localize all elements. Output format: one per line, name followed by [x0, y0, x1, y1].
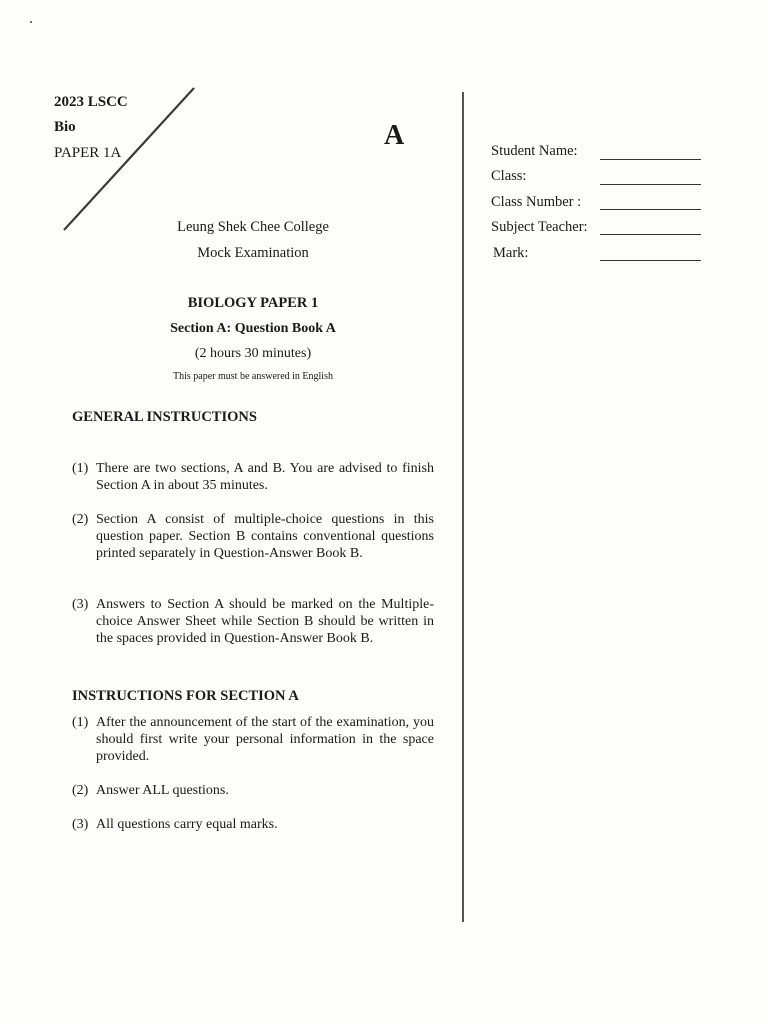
general-instruction-2 — [72, 511, 434, 562]
duration: (2 hours 30 minutes) — [194, 346, 312, 361]
header-subject: Bio — [54, 119, 76, 135]
general-instructions-heading: GENERAL INSTRUCTIONS — [72, 409, 257, 425]
section-a-instruction-3 — [72, 816, 434, 833]
instruction-text: Answer ALL questions. — [96, 783, 229, 798]
header-year-school: 2023 LSCC — [54, 94, 128, 110]
section-a-instructions-heading: INSTRUCTIONS FOR SECTION A — [72, 688, 299, 704]
instruction-number: (1) — [72, 461, 89, 476]
class-number-field[interactable] — [600, 209, 701, 210]
general-instruction-3 — [72, 596, 434, 647]
section-a-instruction-1 — [72, 714, 434, 765]
mark-field[interactable] — [600, 260, 701, 261]
student-name-label: Student Name: — [491, 143, 578, 159]
subject-teacher-label: Subject Teacher: — [491, 219, 588, 235]
language-note: This paper must be answered in English — [173, 371, 333, 382]
instruction-text: Section A consist of multiple-choice questions in this question paper. Section B contains conventional questions printed separately in Question-Answer Book B. — [96, 512, 434, 561]
student-name-field[interactable] — [600, 159, 701, 160]
general-instruction-1 — [72, 460, 434, 494]
header-paper: PAPER 1A — [54, 145, 122, 161]
instruction-number: (2) — [72, 783, 89, 798]
section-a-instruction-2 — [72, 782, 434, 799]
scan-speck — [30, 21, 32, 23]
instruction-text: After the announcement of the start of the examination, you should first write your personal information in the space provided. — [96, 715, 434, 764]
instruction-text: There are two sections, A and B. You are advised to finish Section A in about 35 minutes. — [96, 461, 434, 493]
school-name: Leung Shek Chee College — [177, 219, 329, 235]
section-title: Section A: Question Book A — [170, 321, 336, 336]
instruction-number: (3) — [72, 817, 89, 832]
book-letter: A — [384, 120, 405, 151]
mark-label: Mark: — [493, 245, 529, 261]
class-field[interactable] — [600, 184, 701, 185]
class-label: Class: — [491, 168, 527, 184]
subject-teacher-field[interactable] — [600, 234, 701, 235]
instruction-number: (3) — [72, 597, 89, 612]
diagonal-strike-line — [62, 86, 202, 236]
paper-title: BIOLOGY PAPER 1 — [187, 295, 319, 311]
column-divider — [462, 92, 464, 922]
class-number-label: Class Number : — [491, 194, 582, 210]
instruction-text: All questions carry equal marks. — [96, 817, 278, 832]
instruction-text: Answers to Section A should be marked on the Multiple-choice Answer Sheet while Section B should be written in the spaces provided in Question-Answer Book B. — [96, 597, 434, 646]
exam-name: Mock Examination — [197, 245, 309, 261]
instruction-number: (1) — [72, 715, 89, 730]
instruction-number: (2) — [72, 512, 89, 527]
